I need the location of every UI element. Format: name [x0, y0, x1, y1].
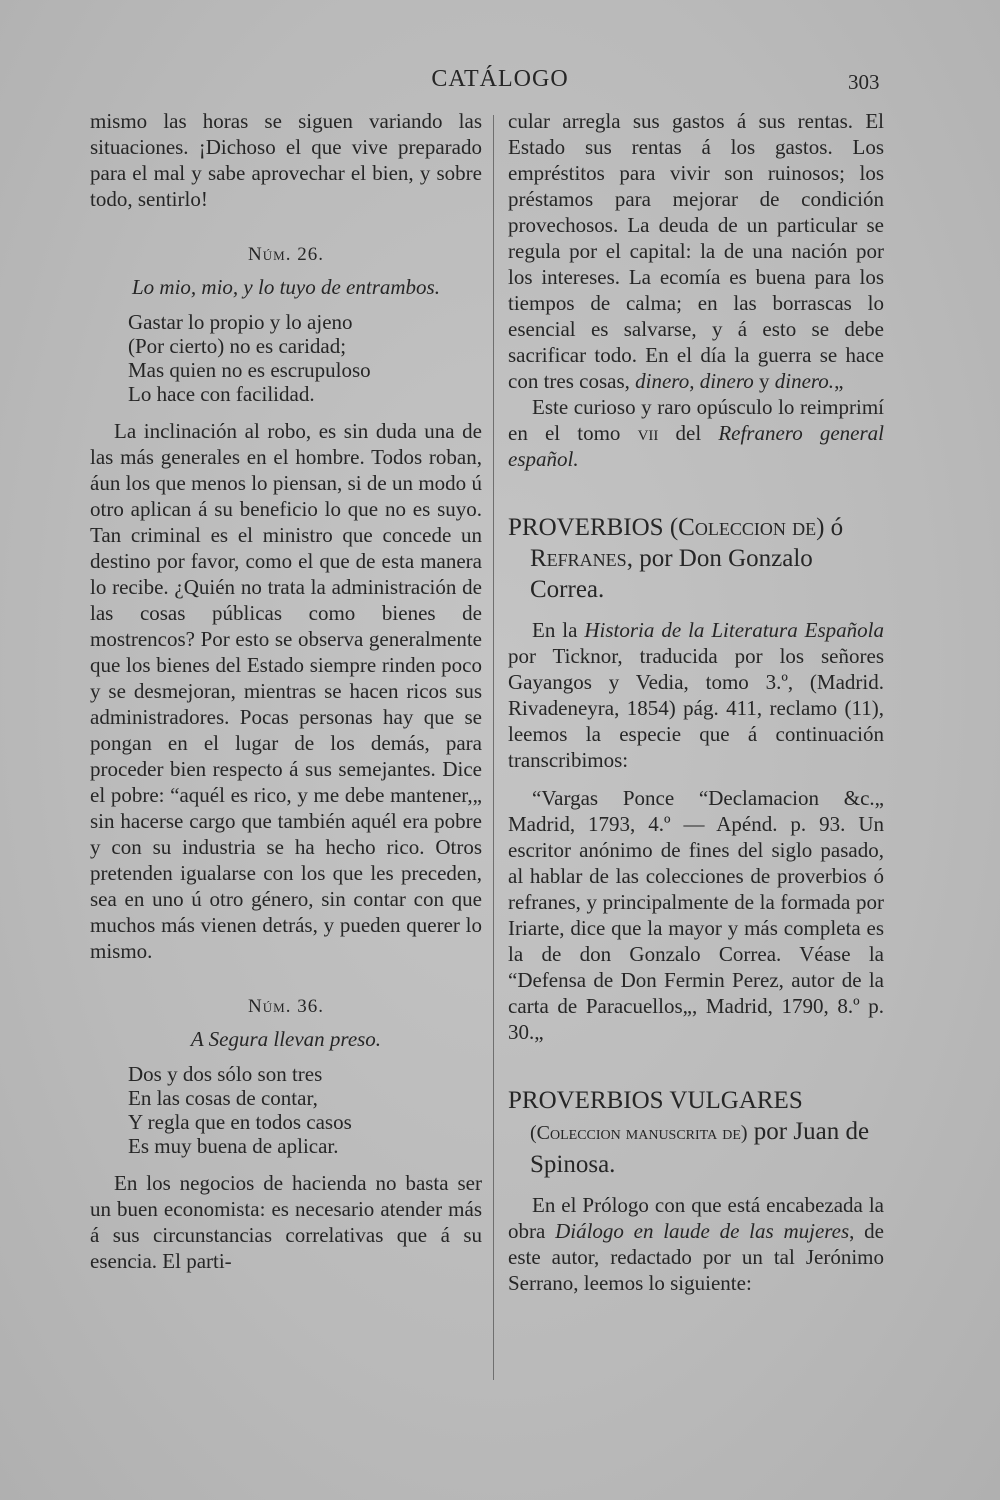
verse-line: Y regla que en todos casos [128, 1110, 352, 1134]
verse-line: Lo hace con facilidad. [128, 382, 315, 406]
right-column [508, 108, 884, 1296]
paragraph: mismo las horas se siguen variando las situaciones. ¡Dichoso el que vive preparado para el mal y sabe aprovechar el bien, y sobre todo, sentirlo! [90, 109, 482, 211]
section-number [90, 994, 482, 1020]
verse-line: Es muy buena de aplicar. [128, 1134, 339, 1158]
italic-run: dinero, dinero [635, 369, 754, 393]
verse-line: Mas quien no es escrupuloso [128, 358, 371, 382]
number-label: Núm. [248, 244, 292, 265]
verse-line: Gastar lo propio y lo ajeno [128, 310, 353, 334]
italic-run: dinero. [774, 369, 835, 393]
entry-heading [508, 1085, 884, 1180]
text-run: ó [824, 514, 844, 541]
paragraph [508, 108, 884, 394]
entry-subtitle: Refranes [530, 545, 627, 572]
proverb-title: Lo mio, mio, y lo tuyo de entrambos. [132, 275, 440, 299]
entry-heading [508, 512, 884, 605]
column-divider [493, 115, 494, 1380]
italic-run: Diálogo en laude de las mujeres [555, 1219, 850, 1243]
verse [128, 1062, 482, 1158]
number-label: Núm. [248, 996, 292, 1017]
paragraph [508, 394, 884, 472]
text-run: y [753, 369, 775, 393]
verse-line: En las cosas de contar, [128, 1086, 318, 1110]
verse-line: Dos y dos sólo son tres [128, 1062, 323, 1086]
text-run: del [658, 421, 719, 445]
text-run: „ [834, 369, 844, 393]
text-run: por Ticknor, traducida por los señores Gayangos y Vedia, tomo 3.º, (Madrid. Rivadeneyra, 1854) pág. 411, reclamo (11), leemos la especie que á continuación transcribimos: [508, 644, 884, 772]
text-run: cular arregla sus gastos á sus rentas. El Estado sus rentas á los gastos. Los empréstitos para vivir son ruinosos; los préstamos para mejorar de condición provechosos. La deuda de un particular se regula por el capital: la de una nación por los intereses. La ecomía es buena para los tiempos de calma; en las borrascas lo esencial es salvarse, y á esto se debe sacrificar todo. En el día la guerra se hace con tres cosas, [508, 109, 884, 393]
running-title: CATÁLOGO [431, 66, 569, 92]
entry-subtitle: (Coleccion de) [669, 514, 825, 541]
text-run: Este curioso y raro opúsculo lo reimprimí en el tomo [508, 395, 884, 445]
number-value: 26. [297, 244, 324, 265]
entry-title: PROVERBIOS VULGARES [508, 1087, 803, 1114]
text-run: En el Prólogo con que está encabezada la obra [508, 1193, 884, 1243]
paragraph: En los negocios de hacienda no basta ser un buen economista: es necesario atender más á sus circunstancias correlativas que á su esencia. El parti- [90, 1171, 482, 1273]
verse-line: (Por cierto) no es caridad; [128, 334, 347, 358]
volume-number: vii [637, 421, 659, 445]
text-run: , de este autor, redactado por un tal Jerónimo Serrano, leemos lo siguiente: [508, 1219, 884, 1295]
paragraph [508, 1192, 884, 1296]
entry-subtitle: (Coleccion manuscrita de) [530, 1122, 748, 1144]
quotation: “Vargas Ponce “Declamacion &c.„ Madrid, 1793, 4.º — Apénd. p. 93. Un escritor anónimo de fines del siglo pasado, al hablar de las colecciones de proverbios ó refranes, y principalmente de la formada por Iriarte, dice que la mayor y más completa es la de don Gonzalo Correa. Véase la “Defensa de Don Fermin Perez, autor de la carta de Paracuellos„, Madrid, 1790, 8.º p. 30.„ [508, 786, 884, 1044]
verse [128, 310, 482, 406]
page-number: 303 [848, 70, 880, 94]
entry-author: , por Don Gonzalo Correa. [530, 545, 813, 603]
text-run: En la [532, 618, 585, 642]
section-number [90, 242, 482, 268]
entry-author: por Juan de Spinosa. [530, 1118, 870, 1178]
paragraph [508, 617, 884, 773]
number-value: 36. [297, 996, 324, 1017]
proverb-title: A Segura llevan preso. [190, 1027, 382, 1051]
italic-run: Refranero general español. [508, 421, 884, 471]
left-column [90, 108, 482, 1274]
paragraph: La inclinación al robo, es sin duda una de las más generales en el hombre. Todos roban, áun los que menos lo piensan, si de un modo ú otro aplican á su beneficio lo que no es suyo. Tan criminal es el ministro que concede un destino por favor, como el que de esta manera lo recibe. ¿Quién no trata la administración de las cosas públicas como bienes de mostrencos? Por esto se observa generalmente que los bienes del Estado siempre rinden poco y se desmejoran, mientras se hacen ricos sus administradores. Pocas personas hay que se pongan en el lugar de los demás, para proceder bien respecto á sus semejantes. Dice el pobre: “aquél es rico, y me debe mantener,„ sin hacerse cargo que también aquél era pobre y con su industria se ha hecho rico. Otros pretenden igualarse con los que les preceden, sea en uno ú otro género, sin contar con que muchos más vienen detrás, y pueden querer lo mismo. [90, 419, 482, 963]
entry-title: PROVERBIOS [508, 514, 664, 541]
italic-run: Historia de la Literatura Española [584, 618, 884, 642]
